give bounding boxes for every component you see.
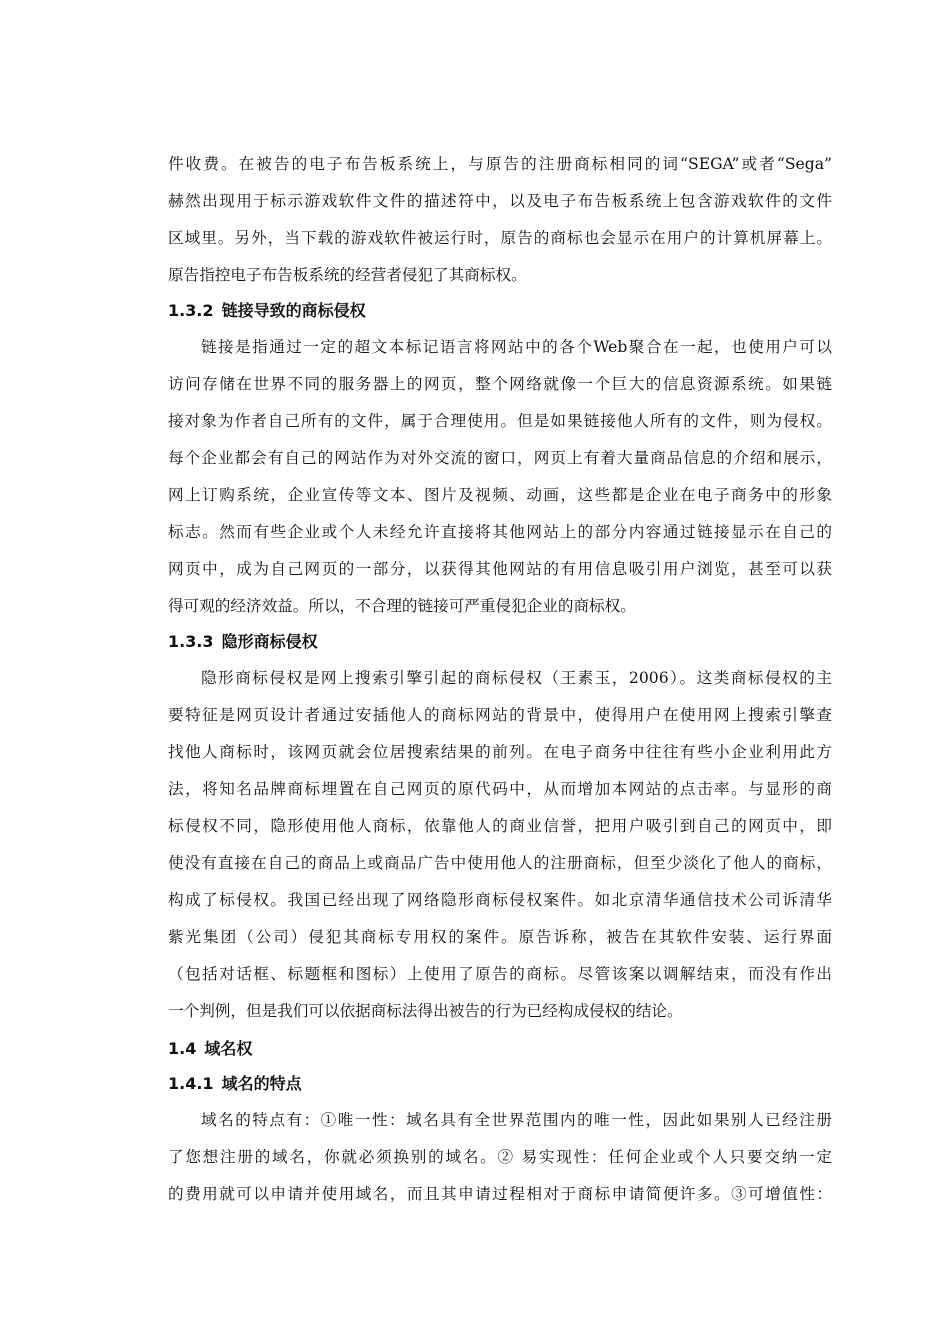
section-number: 1.3.3: [168, 632, 214, 651]
paragraph-sega-case: [168, 146, 832, 294]
text-line: 要特征是网页设计者通过安插他人的商标网站的背景中，使得用户在使用网上搜索引擎查: [168, 706, 832, 724]
section-number: 1.4: [168, 1039, 197, 1058]
text-line: 了您想注册的域名，你就必须换别的域名。② 易实现性：任何企业或个人只要交纳一定: [168, 1148, 832, 1166]
section-heading-1-4-1: [168, 1068, 302, 1100]
text-line: 赫然出现用于标示游戏软件文件的描述符中，以及电子布告板系统上包含游戏软件的文件: [168, 192, 832, 210]
text-line: 标侵权不同，隐形使用他人商标，依靠他人的商业信誉，把用户吸引到自己的网页中，即: [168, 817, 832, 835]
text-line: 网上订购系统，企业宣传等文本、图片及视频、动画，这些都是企业在电子商务中的形象: [168, 486, 832, 504]
section-title: 域名权: [204, 1039, 253, 1058]
text-line: 紫光集团（公司）侵犯其商标专用权的案件。原告诉称，被告在其软件安装、运行界面: [168, 928, 832, 946]
text-line: 构成了标侵权。我国已经出现了网络隐形商标侵权案件。如北京清华通信技术公司诉清华: [168, 891, 832, 909]
section-heading-1-3-2: [168, 295, 366, 327]
text-line: 域名的特点有：①唯一性：域名具有全世界范围内的唯一性，因此如果别人已经注册: [201, 1111, 832, 1129]
paragraph-hidden-trademark: [168, 660, 832, 1030]
text-line: 每个企业都会有自己的网站作为对外交流的窗口，网页上有着大量商品信息的介绍和展示，: [168, 449, 832, 467]
text-line: 访问存储在世界不同的服务器上的网页，整个网络就像一个巨大的信息资源系统。如果链: [168, 375, 832, 393]
section-heading-1-3-3: [168, 626, 318, 658]
text-line: 的费用就可以申请并使用域名，而且其申请过程相对于商标申请简便许多。③可增值性：: [168, 1185, 832, 1203]
paragraph-link-infringement: [168, 329, 832, 625]
text-line: 一个判例，但是我们可以依据商标法得出被告的行为已经构成侵权的结论。: [168, 1002, 683, 1020]
text-line: 隐形商标侵权是网上搜索引擎引起的商标侵权（王素玉，2006）。这类商标侵权的主: [201, 669, 832, 687]
section-number: 1.4.1: [168, 1074, 214, 1093]
text-line: 法，将知名品牌商标埋置在自己网页的原代码中，从而增加本网站的点击率。与显形的商: [168, 780, 832, 798]
text-line: 网页中，成为自己网页的一部分，以获得其他网站的有用信息吸引用户浏览，甚至可以获: [168, 560, 832, 578]
section-title: 域名的特点: [221, 1074, 302, 1093]
text-line: 件收费。在被告的电子布告板系统上，与原告的注册商标相同的词“SEGA”或者“Sega”: [168, 155, 832, 173]
text-line: （包括对话框、标题框和图标）上使用了原告的商标。尽管该案以调解结束，而没有作出: [168, 965, 832, 983]
section-number: 1.3.2: [168, 301, 214, 320]
text-line: 使没有直接在自己的商品上或商品广告中使用他人的注册商标，但至少淡化了他人的商标，: [168, 854, 832, 872]
section-title: 链接导致的商标侵权: [221, 301, 366, 320]
text-line: 链接是指通过一定的超文本标记语言将网站中的各个Web聚合在一起，也使用户可以: [201, 338, 832, 356]
section-title: 隐形商标侵权: [221, 632, 318, 651]
section-heading-1-4: [168, 1033, 252, 1065]
text-line: 标志。然而有些企业或个人未经允许直接将其他网站上的部分内容通过链接显示在自己的: [168, 523, 832, 541]
text-line: 区域里。另外，当下载的游戏软件被运行时，原告的商标也会显示在用户的计算机屏幕上。: [168, 229, 832, 247]
text-line: 找他人商标时，该网页就会位居搜索结果的前列。在电子商务中往往有些小企业利用此方: [168, 743, 832, 761]
text-line: 原告指控电子布告板系统的经营者侵犯了其商标权。: [168, 266, 527, 284]
text-line: 得可观的经济效益。所以，不合理的链接可严重侵犯企业的商标权。: [168, 597, 636, 615]
paragraph-domain-features: [168, 1102, 832, 1213]
text-line: 接对象为作者自己所有的文件，属于合理使用。但是如果链接他人所有的文件，则为侵权。: [168, 412, 832, 430]
